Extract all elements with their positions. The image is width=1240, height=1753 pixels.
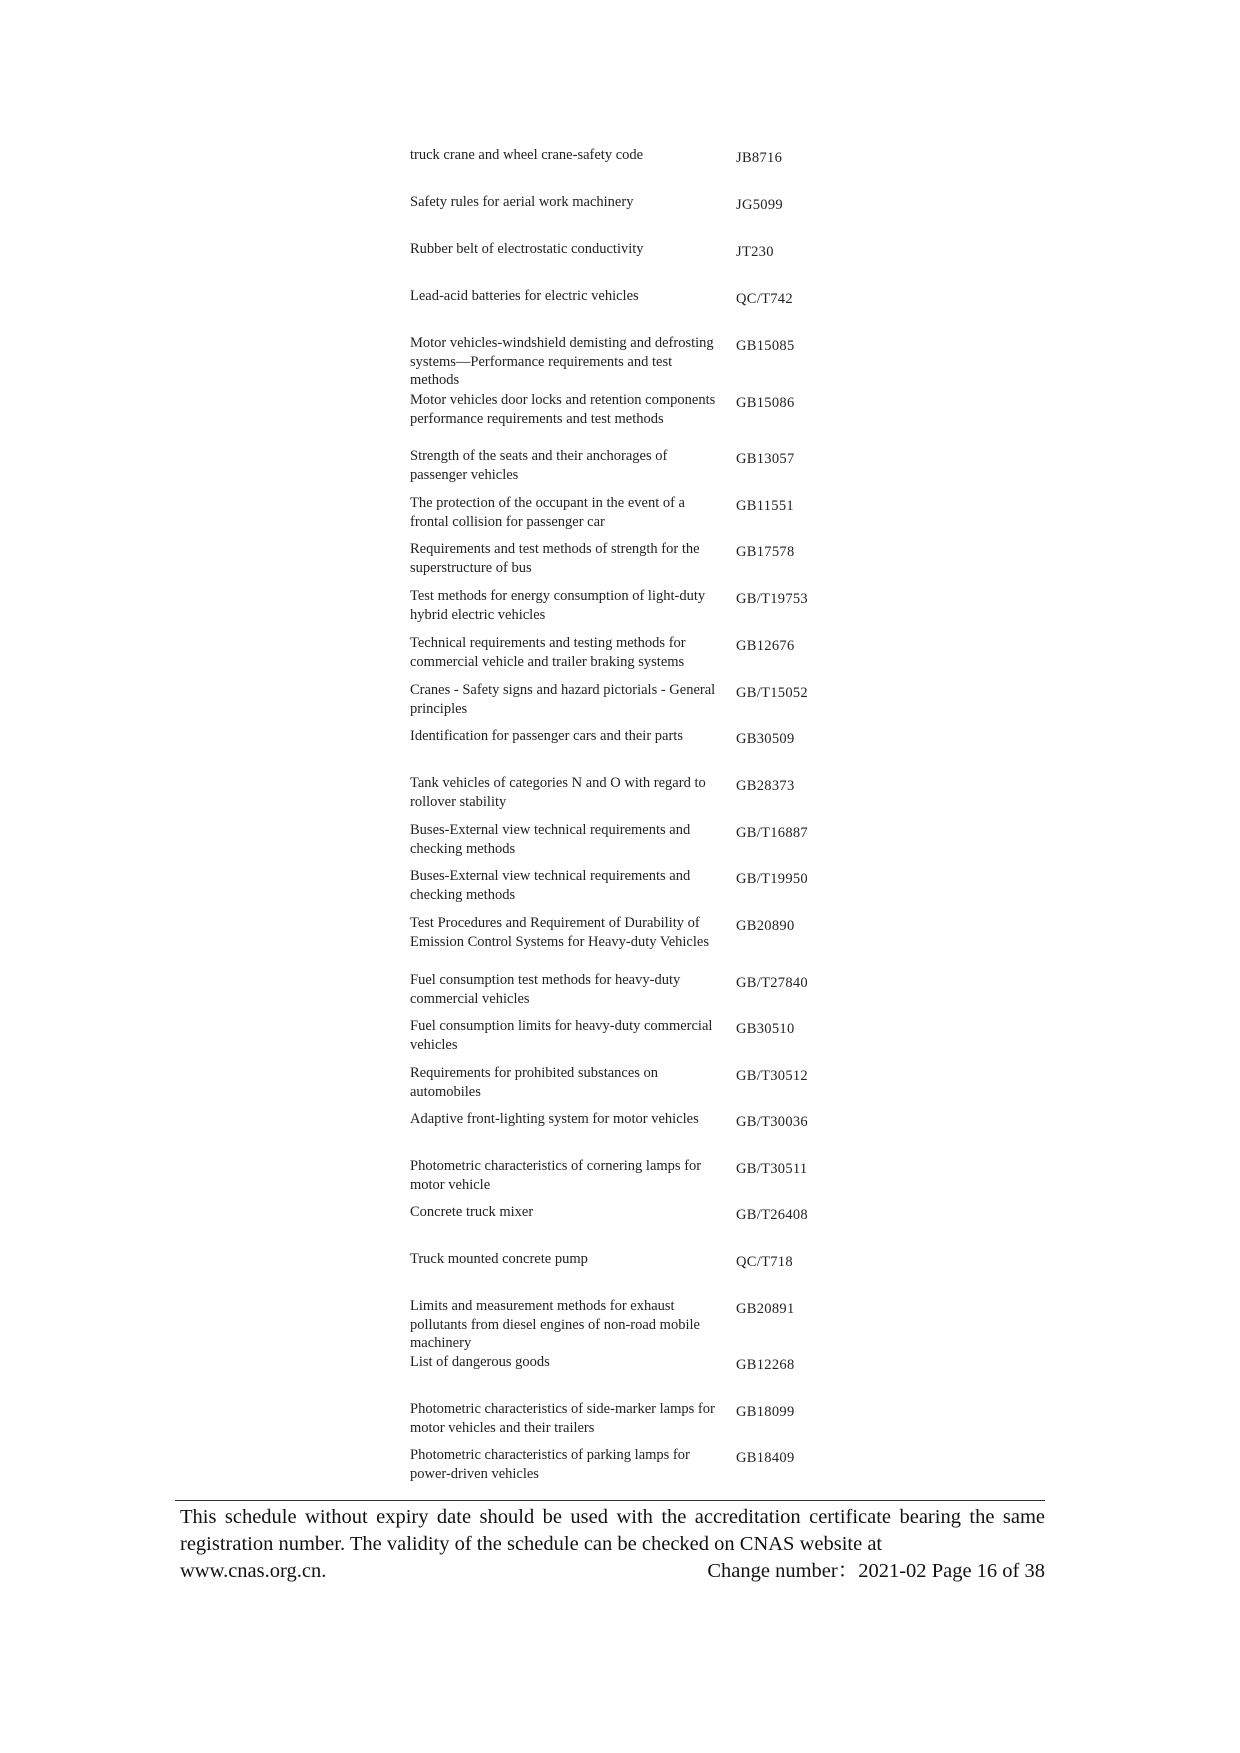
- standard-code: GB/T19753: [736, 591, 808, 607]
- standard-code: JT230: [736, 244, 774, 260]
- standard-description: Limits and measurement methods for exhaust pollutants from diesel engines of non-road mobile machinery: [410, 1298, 700, 1351]
- standard-code: GB/T30036: [736, 1114, 808, 1130]
- standard-code: JB8716: [736, 150, 783, 166]
- standard-code: GB/T26408: [736, 1207, 808, 1223]
- change-number: Change number：2021-02: [707, 1560, 927, 1582]
- standard-description: Motor vehicles-windshield demisting and defrosting systems—Performance requirements and test methods: [410, 335, 714, 388]
- standard-description: The protection of the occupant in the event of a frontal collision for passenger car: [410, 495, 685, 530]
- standard-description: Test methods for energy consumption of light-duty hybrid electric vehicles: [410, 588, 706, 623]
- standard-description: Photometric characteristics of parking lamps for power-driven vehicles: [410, 1447, 690, 1482]
- standard-code: GB18099: [736, 1404, 795, 1420]
- standard-code: GB/T30512: [736, 1068, 808, 1084]
- standard-code: GB/T30511: [736, 1161, 808, 1177]
- standard-code: GB12676: [736, 638, 795, 654]
- footer-divider: [175, 1500, 1045, 1501]
- standard-description: Requirements for prohibited substances on automobiles: [410, 1065, 659, 1100]
- standard-code: GB30509: [736, 731, 795, 747]
- standard-description: Tank vehicles of categories N and O with regard to rollover stability: [410, 775, 706, 810]
- standard-description: Buses-External view technical requirements and checking methods: [410, 868, 691, 903]
- standard-code: QC/T742: [736, 291, 793, 307]
- standard-code: QC/T718: [736, 1254, 793, 1270]
- standard-description: Rubber belt of electrostatic conductivity: [410, 241, 644, 257]
- standard-description: Strength of the seats and their anchorages of passenger vehicles: [410, 448, 668, 483]
- standard-description: Test Procedures and Requirement of Durability of Emission Control Systems for Heavy-duty Vehicles: [410, 915, 709, 950]
- change-and-page: [707, 1558, 1045, 1585]
- standard-description: Requirements and test methods of strength for the superstructure of bus: [410, 541, 700, 576]
- standard-description: Concrete truck mixer: [410, 1204, 534, 1220]
- footer-note: [180, 1504, 1045, 1585]
- standard-description: List of dangerous goods: [410, 1354, 550, 1370]
- standard-description: Photometric characteristics of cornering lamps for motor vehicle: [410, 1158, 702, 1193]
- standard-code: GB/T19950: [736, 871, 808, 887]
- standard-code: GB13057: [736, 451, 795, 467]
- website-link[interactable]: www.cnas.org.cn.: [180, 1560, 327, 1582]
- standard-description: Safety rules for aerial work machinery: [410, 194, 634, 210]
- standard-code: GB/T15052: [736, 685, 808, 701]
- standard-description: Buses-External view technical requirements and checking methods: [410, 822, 691, 857]
- standard-code: GB28373: [736, 778, 795, 794]
- standard-code: GB18409: [736, 1450, 795, 1466]
- standard-code: GB30510: [736, 1021, 795, 1037]
- standard-description: Fuel consumption test methods for heavy-duty commercial vehicles: [410, 972, 681, 1007]
- standard-description: Adaptive front-lighting system for motor vehicles: [410, 1111, 699, 1127]
- standard-code: GB17578: [736, 544, 795, 560]
- standard-code: GB15086: [736, 395, 795, 411]
- standard-code: GB11551: [736, 498, 794, 514]
- standard-code: GB12268: [736, 1357, 795, 1373]
- standard-description: Lead-acid batteries for electric vehicles: [410, 288, 639, 304]
- standard-description: Technical requirements and testing methods for commercial vehicle and trailer braking systems: [410, 635, 686, 670]
- standard-description: Identification for passenger cars and their parts: [410, 728, 683, 744]
- standard-description: Fuel consumption limits for heavy-duty commercial vehicles: [410, 1018, 713, 1053]
- standard-code: GB20891: [736, 1301, 795, 1317]
- standard-description: Cranes - Safety signs and hazard pictorials - General principles: [410, 682, 716, 717]
- standard-code: GB15085: [736, 338, 795, 354]
- standard-code: GB/T27840: [736, 975, 808, 991]
- standard-description: Motor vehicles door locks and retention components performance requirements and test methods: [410, 392, 716, 427]
- standard-description: Photometric characteristics of side-marker lamps for motor vehicles and their trailers: [410, 1401, 715, 1436]
- standard-code: GB20890: [736, 918, 795, 934]
- standard-code: GB/T16887: [736, 825, 808, 841]
- footer-info-line: [180, 1558, 1045, 1585]
- footer-statement: This schedule without expiry date should be used with the accreditation certificate bearing the same registration number. The validity of the schedule can be checked on CNAS website at: [180, 1506, 1045, 1555]
- standard-description: truck crane and wheel crane-safety code: [410, 147, 644, 163]
- page-number: Page 16 of 38: [931, 1560, 1045, 1582]
- standard-description: Truck mounted concrete pump: [410, 1251, 588, 1267]
- standard-code: JG5099: [736, 197, 783, 213]
